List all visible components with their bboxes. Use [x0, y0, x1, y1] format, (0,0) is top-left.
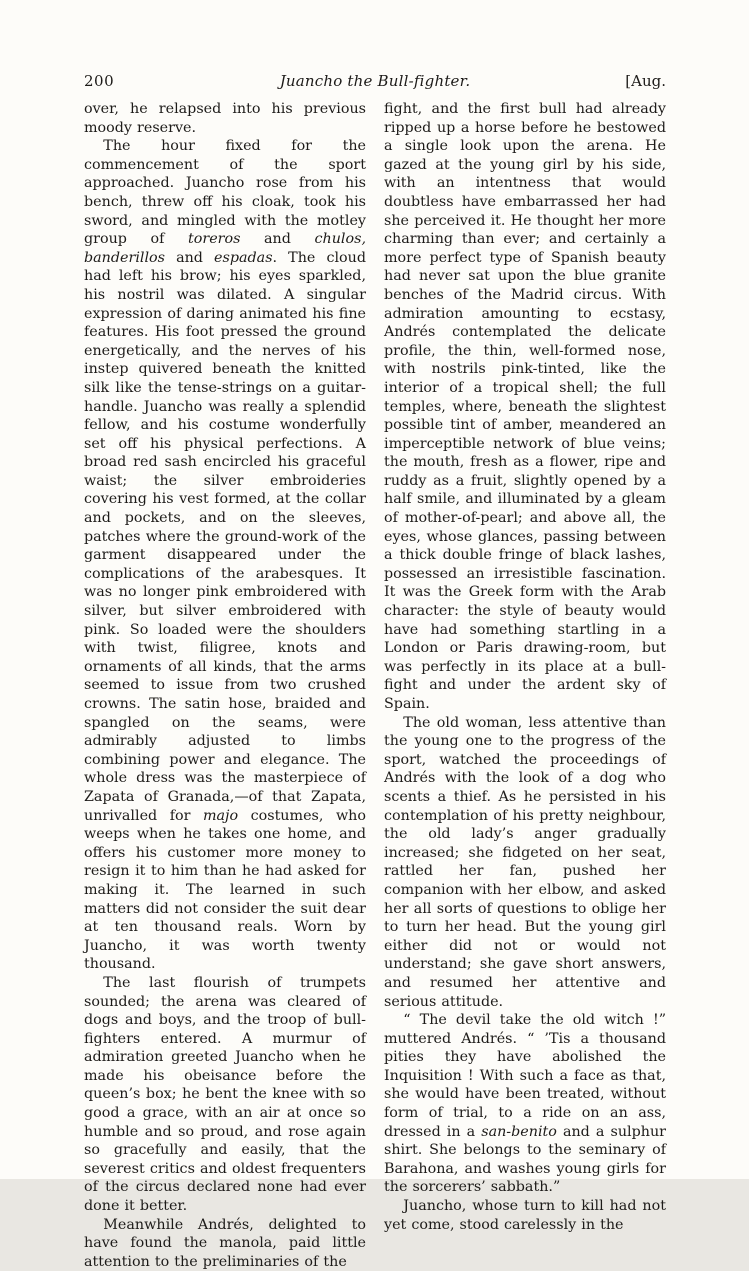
paragraph: over, he relapsed into his previous moody reserve.: [84, 101, 366, 136]
paragraph: The last flourish of trumpets sounded; the arena was cleared of dogs and boys, and the troop of bull-fighters entered. A murmur of admiration greeted Juancho when he made his obeisance before the queen’s box; he bent the knee with so good a grace, with an air at once so humble and so proud, and rose again so gracefully and easily, that the severest critics and oldest frequenters of the circus declared none had ever done it better.: [84, 974, 366, 1215]
page-title: Juancho the Bull-fighter.: [279, 72, 471, 90]
running-head: [84, 72, 666, 90]
text-columns: [84, 100, 666, 1271]
issue-label: [Aug.: [625, 72, 666, 90]
italic-term: san-benito: [481, 1123, 557, 1140]
paragraph: “ The devil take the old witch !” muttered Andrés. “ ’Tis a thousand pities they have abolished the Inquisition ! With such a face as that, she would have been treated, without form of trial, to a ride on an ass, dressed in a san-benito and a sulphur shirt. She belongs to the seminary of Barahona, and washes young girls for the sorcerers’ sabbath.”: [384, 1012, 667, 1196]
paragraph: The old woman, less attentive than the young one to the progress of the sport, watched the proceedings of Andrés with the look of a dog who scents a thief. As he persisted in his contemplation of his pretty neighbour, the old lady’s anger gradually increased; she fidgeted on her seat, rattled her fan, pushed her companion with her elbow, and asked her all sorts of questions to oblige her to turn her head. But the young girl either did not or would not understand; she gave short answers, and resumed her attentive and serious attitude.: [384, 714, 666, 1010]
paragraph: Juancho, whose turn to kill had not yet come, stood carelessly in the: [384, 1198, 666, 1233]
italic-term: espadas: [214, 249, 273, 266]
column-right: [384, 100, 666, 1271]
column-left: [84, 100, 366, 1271]
page-number: 200: [84, 72, 115, 90]
paragraph: Meanwhile Andrés, delighted to have found the manola, paid little attention to the preliminaries of the: [84, 1216, 366, 1270]
italic-term: toreros: [188, 231, 241, 248]
italic-term: majo: [202, 807, 239, 824]
paragraph: fight, and the first bull had already ripped up a horse before he bestowed a single look upon the arena. He gazed at the young girl by his side, with an intentness that would doubtless have embarrassed her had she perceived it. He thought her more charming than ever; and certainly a more perfect type of Spanish beauty had never sat upon the blue granite benches of the Madrid circus. With admiration amounting to ecstasy, Andrés contemplated the delicate profile, the thin, well-formed nose, with nostrils pink-tinted, like the interior of a tropical shell; the full temples, where, beneath the slightest possible tint of amber, meandered an imperceptible network of blue veins; the mouth, fresh as a flower, ripe and ruddy as a fruit, slightly opened by a half smile, and illuminated by a gleam of mother-of-pearl; and above all, the eyes, whose glances, passing between a thick double fringe of black lashes, possessed an irresistible fascination. It was the Greek form with the Arab character: the style of beauty would have had something startling in a London or Paris drawing-room, but was perfectly in its place at a bull-fight and under the ardent sky of Spain.: [384, 101, 666, 712]
paragraph: The hour fixed for the commencement of the sport approached. Juancho rose from his bench, threw off his cloak, took his sword, and mingled with the motley group of toreros and chulos, banderillos and espadas. The cloud had left his brow; his eyes sparkled, his nostril was dilated. A singular expression of daring animated his fine features. His foot pressed the ground energetically, and the nerves of his instep quivered beneath the knitted silk like the tense-strings on a guitar-handle. Juancho was really a splendid fellow, and his costume wonderfully set off his physical perfections. A broad red sash encircled his graceful waist; the silver embroideries covering his vest formed, at the collar and pockets, and on the sleeves, patches where the ground-work of the garment disappeared under the complications of the arabesques. It was no longer pink embroidered with silver, but silver embroidered with pink. So loaded were the shoulders with twist, filigree, knots and ornaments of all kinds, that the arms seemed to issue from two crushed crowns. The satin hose, braided and spangled on the seams, were admirably adjusted to limbs combining power and elegance. The whole dress was the masterpiece of Zapata of Granada,—of that Zapata, unrivalled for majo costumes, who weeps when he takes one home, and offers his customer more money to resign it to him than he had asked for making it. The learned in such matters did not consider the suit dear at ten thousand reals. Worn by Juancho, it was worth twenty thousand.: [84, 138, 366, 973]
italic-term: chulos, banderillos: [84, 231, 366, 266]
printed-area: [84, 72, 666, 1271]
